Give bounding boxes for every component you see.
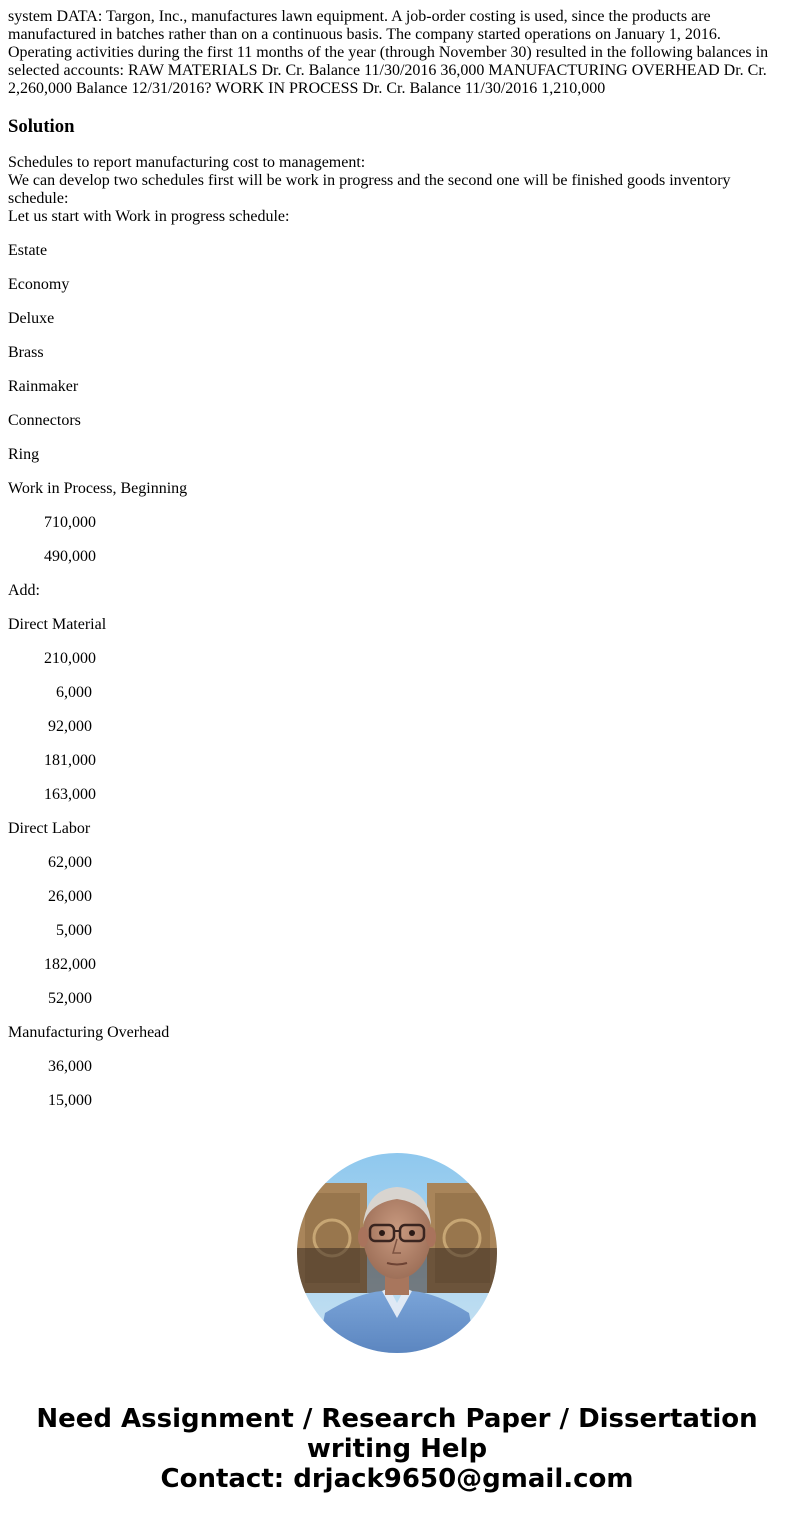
- contact-banner: [0, 1404, 794, 1494]
- schedule-label: Work in Process, Beginning: [8, 480, 188, 497]
- document-body: [8, 8, 778, 1126]
- schedule-label: Connectors: [8, 412, 81, 429]
- schedule-label: Direct Labor: [8, 820, 91, 837]
- schedule-amount: 26,000: [44, 888, 92, 905]
- intro-line: We can develop two schedules first will be work in progress and the second one will be finished goods inventory schedule:: [8, 172, 731, 207]
- schedule-label: Rainmaker: [8, 378, 79, 395]
- schedule-amount: 163,000: [44, 786, 96, 803]
- schedule-amount: 62,000: [44, 854, 92, 871]
- schedule-label: Estate: [8, 242, 48, 259]
- schedule-label: Ring: [8, 446, 40, 463]
- schedule-amount: 6,000: [44, 684, 92, 701]
- schedule-amount: 181,000: [44, 752, 96, 769]
- schedule-amount: 36,000: [44, 1058, 92, 1075]
- intro-line: Let us start with Work in progress schedule:: [8, 208, 290, 225]
- schedule-amount: 210,000: [44, 650, 96, 667]
- schedule-amount: 52,000: [44, 990, 92, 1007]
- author-avatar: [297, 1153, 497, 1353]
- schedule-amount: 182,000: [44, 956, 96, 973]
- banner-line: writing Help: [306, 1434, 488, 1464]
- question-text: system DATA: Targon, Inc., manufactures lawn equipment. A job-order costing is used, since the products are manufactured in batches rather than on a continuous basis. The company started operations on January 1, 2016. Operating activities during the first 11 months of the year (through November 30) resulted in the following balances in selected accounts: RAW MATERIALS Dr. Cr. Balance 11/30/2016 36,000 MANUFACTURING OVERHEAD Dr. Cr. 2,260,000 Balance 12/31/2016? WORK IN PROCESS Dr. Cr. Balance 11/30/2016 1,210,000: [8, 8, 769, 97]
- solution-heading: Solution: [8, 116, 75, 137]
- schedule-amount: 15,000: [44, 1092, 92, 1109]
- author-photo: [297, 1153, 497, 1353]
- schedule-amount: 92,000: [44, 718, 92, 735]
- schedule-amount: 710,000: [44, 514, 96, 531]
- schedule-label: Economy: [8, 276, 70, 293]
- banner-line: Need Assignment / Research Paper / Dissertation: [36, 1404, 758, 1434]
- schedule-label: Manufacturing Overhead: [8, 1024, 170, 1041]
- schedule-label: Add:: [8, 582, 40, 599]
- schedule-amount: 490,000: [44, 548, 96, 565]
- work-in-progress-schedule: [8, 242, 778, 1110]
- schedule-label: Deluxe: [8, 310, 55, 327]
- schedule-label: Brass: [8, 344, 44, 361]
- schedule-amount: 5,000: [44, 922, 92, 939]
- contact-email: Contact: drjack9650@gmail.com: [160, 1464, 634, 1494]
- schedule-label: Direct Material: [8, 616, 107, 633]
- intro-line: Schedules to report manufacturing cost to management:: [8, 154, 366, 171]
- solution-intro: [8, 154, 778, 226]
